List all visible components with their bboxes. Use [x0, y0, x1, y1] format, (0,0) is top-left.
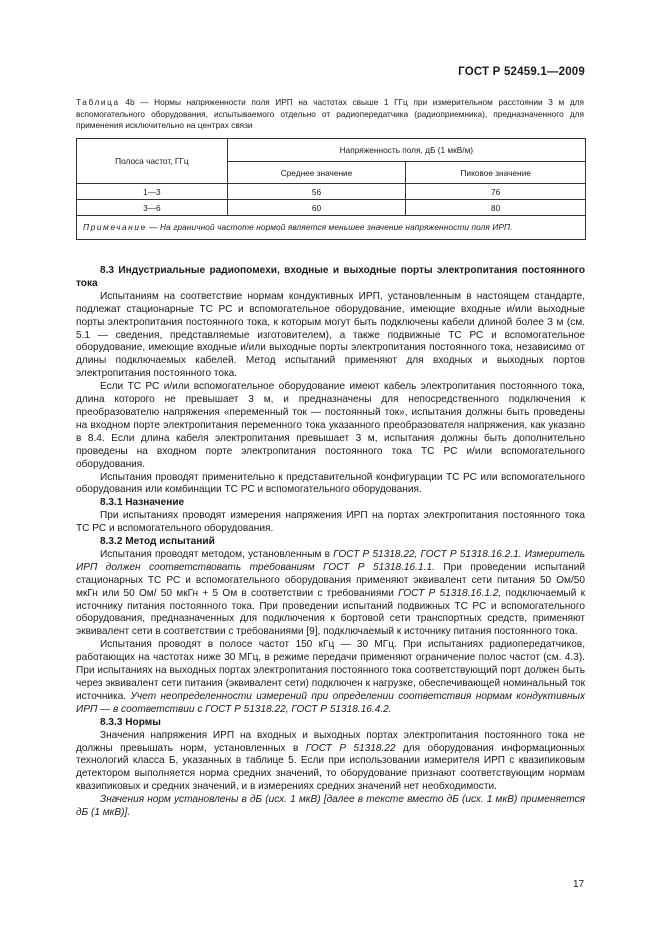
section-8-3-paragraph-3: Испытания проводят применительно к представительной конфигурации ТС РС или вспомогательного оборудования или комбинации ТС РС и вспомогательного оборудования.	[76, 471, 585, 496]
section-8-3-3-paragraph-2	[76, 794, 585, 820]
table-note-label: Примечание	[83, 222, 147, 232]
section-8-3-1-paragraph: При испытаниях проводят измерения напряжения ИРП на портах электропитания постоянного тока ТС РС и вспомогательного оборудования.	[76, 510, 585, 535]
text-run: При проведении испытаний стационарных ТС РС и вспомогательного оборудования применяют эквивалент сети питания 50 Ом/50 мкГн или 50 Ом/ 50 мкГн + 5 Ом в соответствии с требованиями	[76, 561, 585, 599]
section-8-3-1-title: 8.3.1 Назначение	[100, 497, 185, 509]
norms-table	[76, 138, 586, 240]
standard-reference: ГОСТ Р 51318.22	[305, 742, 396, 754]
header-peak: Пиковое значение	[406, 162, 586, 184]
cell-peak: 80	[406, 200, 586, 216]
table-note	[77, 216, 586, 240]
text-run: Испытания проводят в полосе частот 150 кГц — 30 МГц. При испытаниях радиопередатчиков, работающих на частотах ниже 30 МГц, в режиме передачи применяют ограничение полос частот (см. 4.3). При испытаниях на выходных портах электропитания постоянного тока соответствующий порт должен быть через эквивалент сети питания (эквивалент сети) подключен к нагрузке, обеспечивающей номинальный ток источника.	[76, 639, 585, 702]
section-8-3-title: 8.3 Индустриальные радиопомехи, входные и выходные порты электропитания постоянного тока	[76, 265, 585, 289]
table-header-row	[77, 139, 586, 162]
header-average: Среднее значение	[227, 162, 406, 184]
section-8-3-3-title: 8.3.3 Нормы	[100, 716, 161, 728]
cell-average: 60	[227, 200, 406, 216]
section-8-3-paragraph-2: Если ТС РС и/или вспомогательное оборудование имеют кабель электропитания постоянного тока, длина которого не превышает 3 м, и предназначены для непосредственного подключения к преобразователю напряжения «переменный ток — постоянный ток», испытания должны быть проведены на входном порте электропитания переменного тока указанного преобразователя напряжения, как указано в 8.4. Если длина кабеля электропитания превышает 3 м, испытания должны быть дополнительно проведены на входном порте электропитания постоянного тока ТС РС и/или вспомогательного оборудования.	[76, 381, 585, 470]
cell-band: 1—3	[77, 184, 228, 200]
cell-peak: 76	[406, 184, 586, 200]
cell-band: 3—6	[77, 200, 228, 216]
section-8-3-2-title: 8.3.2 Метод испытаний	[100, 536, 215, 548]
cell-average: 56	[227, 184, 406, 200]
section-8-3-2-paragraph-2	[76, 639, 585, 716]
table-row	[77, 200, 586, 216]
table-row	[77, 184, 586, 200]
section-8-3-3-paragraph-1	[76, 730, 585, 795]
table-note-text: — На граничной частоте нормой является меньшее значение напряженности поля ИРП.	[146, 222, 513, 232]
table-caption	[76, 97, 584, 132]
table-caption-label: Таблица	[76, 97, 120, 107]
table-caption-number: 4b	[125, 97, 135, 107]
text-run: Значения напряжения ИРП на входных и выходных портах электропитания постоянного тока не должны превышать норм, установленных в	[76, 729, 585, 754]
body-text	[76, 265, 585, 820]
table-caption-text: — Нормы напряженности поля ИРП на частотах свыше 1 ГГц при измерительном расстоянии 3 м для вспомогательного оборудования, испытываемого отдельно от радиопередатчика (радиоприемника), предназначенного для применения исключительно на центрах связи	[76, 97, 584, 130]
header-field-strength: Напряженность поля, дБ (1 мкВ/м)	[227, 139, 585, 162]
text-run: для оборудования информационных технологий класса Б, указанных в таблице 5. Если при использовании измерителя ИРП с квазипиковым детектором выполняется норма средних значений, то оборудование признают соответствующим нормам квазипиковых и средних значений, и в измерениях средних значений нет необходимости.	[76, 742, 585, 793]
document-code: ГОСТ Р 52459.1—2009	[458, 66, 585, 78]
page-number: 17	[573, 879, 585, 890]
standard-reference: ГОСТ Р 51318.22, ГОСТ Р 51318.16.2.1. Измеритель ИРП должен соответствовать требованиям ГОСТ Р 51318.16.1.1.	[76, 548, 586, 573]
section-8-3-paragraph-1: Испытаниям на соответствие нормам кондуктивных ИРП, установленным в настоящем стандарте, подлежат стационарные ТС РС и вспомогательное оборудование, имеющие входные и/или выходные порты электропитания постоянного тока, к которым могут быть подключены кабели длиной более 3 м (см. 5.1 — сведения, представляемые изготовителем), а также подвижные ТС РС и вспомогательное оборудование, имеющие входные и/или выходные порты электропитания постоянного тока, независимо от длины подключаемых кабелей. Метод испытаний применяют для входных и выходных портов электропитания постоянного тока.	[76, 290, 585, 380]
standard-reference: ГОСТ Р 51318.16.1.2,	[398, 587, 502, 599]
header-frequency-band: Полоса частот, ГГц	[77, 139, 228, 184]
table-note-row	[77, 216, 586, 240]
text-run: подключаемый к источнику питания постоянного тока. При проведении испытаний подвижных ТС РС и вспомогательного оборудования, предназначенных для подключения к бортовой сети транспортных средств, применяют эквивалент сети в соответствии с требованиями [9], подключаемый к источнику питания постоянного тока.	[76, 587, 585, 638]
units-note: Значения норм установлены в дБ (исх. 1 мкВ) [далее в тексте вместо дБ (исх. 1 мкВ) применяется дБ (1 мкВ)].	[76, 794, 585, 819]
section-8-3-2-paragraph-1	[76, 549, 585, 639]
uncertainty-note: Учет неопределенности измерений при определении соответствия нормам кондуктивных ИРП — в соответствии с ГОСТ Р 51318.22, ГОСТ Р 51318.16.4.2.	[76, 690, 586, 715]
text-run: Испытания проводят методом, установленным в	[100, 548, 334, 560]
